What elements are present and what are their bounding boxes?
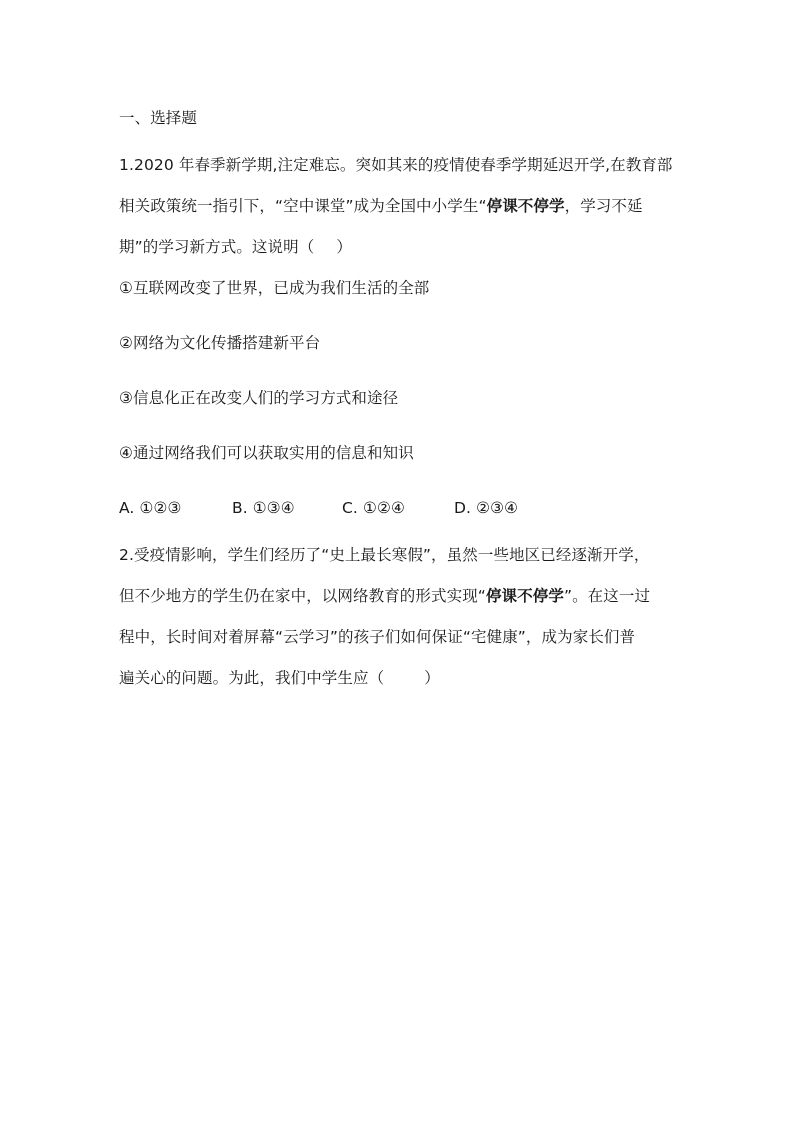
question-1-option-4: ④通过网络我们可以获取实用的信息和知识 <box>119 444 414 462</box>
question-2-emphasis: 停课不停学 <box>485 587 564 605</box>
question-1-option-1: ①互联网改变了世界，已成为我们生活的全部 <box>119 279 430 297</box>
question-1-line-2-start: 相关政策统一指引下，“空中课堂”成为全国中小学生“ <box>119 197 487 215</box>
question-1-line-3 <box>119 234 679 261</box>
question-2-line-2 <box>119 583 679 610</box>
section-title: 一、选择题 <box>119 109 198 127</box>
question-2-line-4-start: 遍关心的问题。为此，我们中学生应（ <box>119 669 385 687</box>
question-1-line-2-end: ，学习不延 <box>564 197 643 215</box>
choice-c: C. ①②④ <box>342 499 405 517</box>
question-1-choices <box>119 495 679 522</box>
question-2-line-2-start: 但不少地方的学生仍在家中，以网络教育的形式实现“ <box>119 587 486 605</box>
question-1-line-2 <box>119 193 679 220</box>
question-1-line-3-end: ） <box>336 238 352 256</box>
question-1-line-3-start: 期”的学习新方式。这说明（ <box>119 238 315 256</box>
question-2-line-4-end: ） <box>424 669 440 687</box>
question-1-option-2: ②网络为文化传播搭建新平台 <box>119 334 321 352</box>
question-1-stem <box>119 152 679 261</box>
choice-b: B. ①③④ <box>232 499 295 517</box>
choice-a: A. ①②③ <box>119 499 182 517</box>
question-2-line-1: 2.受疫情影响，学生们经历了“史上最长寒假”，虽然一些地区已经逐渐开学， <box>119 546 650 564</box>
question-2-line-4 <box>119 665 679 692</box>
question-1-line-1: 1.2020 年春季新学期,注定难忘。突如其来的疫情使春季学期延迟开学,在教育部 <box>119 156 673 174</box>
question-2-stem <box>119 542 679 692</box>
choice-d: D. ②③④ <box>454 499 519 517</box>
question-2-line-2-end: ”。在这一过 <box>563 587 651 605</box>
document-content <box>119 105 679 706</box>
question-2-line-3: 程中，长时间对着屏幕“云学习”的孩子们如何保证“宅健康”，成为家长们普 <box>119 628 636 646</box>
question-1-option-3: ③信息化正在改变人们的学习方式和途径 <box>119 389 399 407</box>
question-1-emphasis: 停课不停学 <box>486 197 565 215</box>
